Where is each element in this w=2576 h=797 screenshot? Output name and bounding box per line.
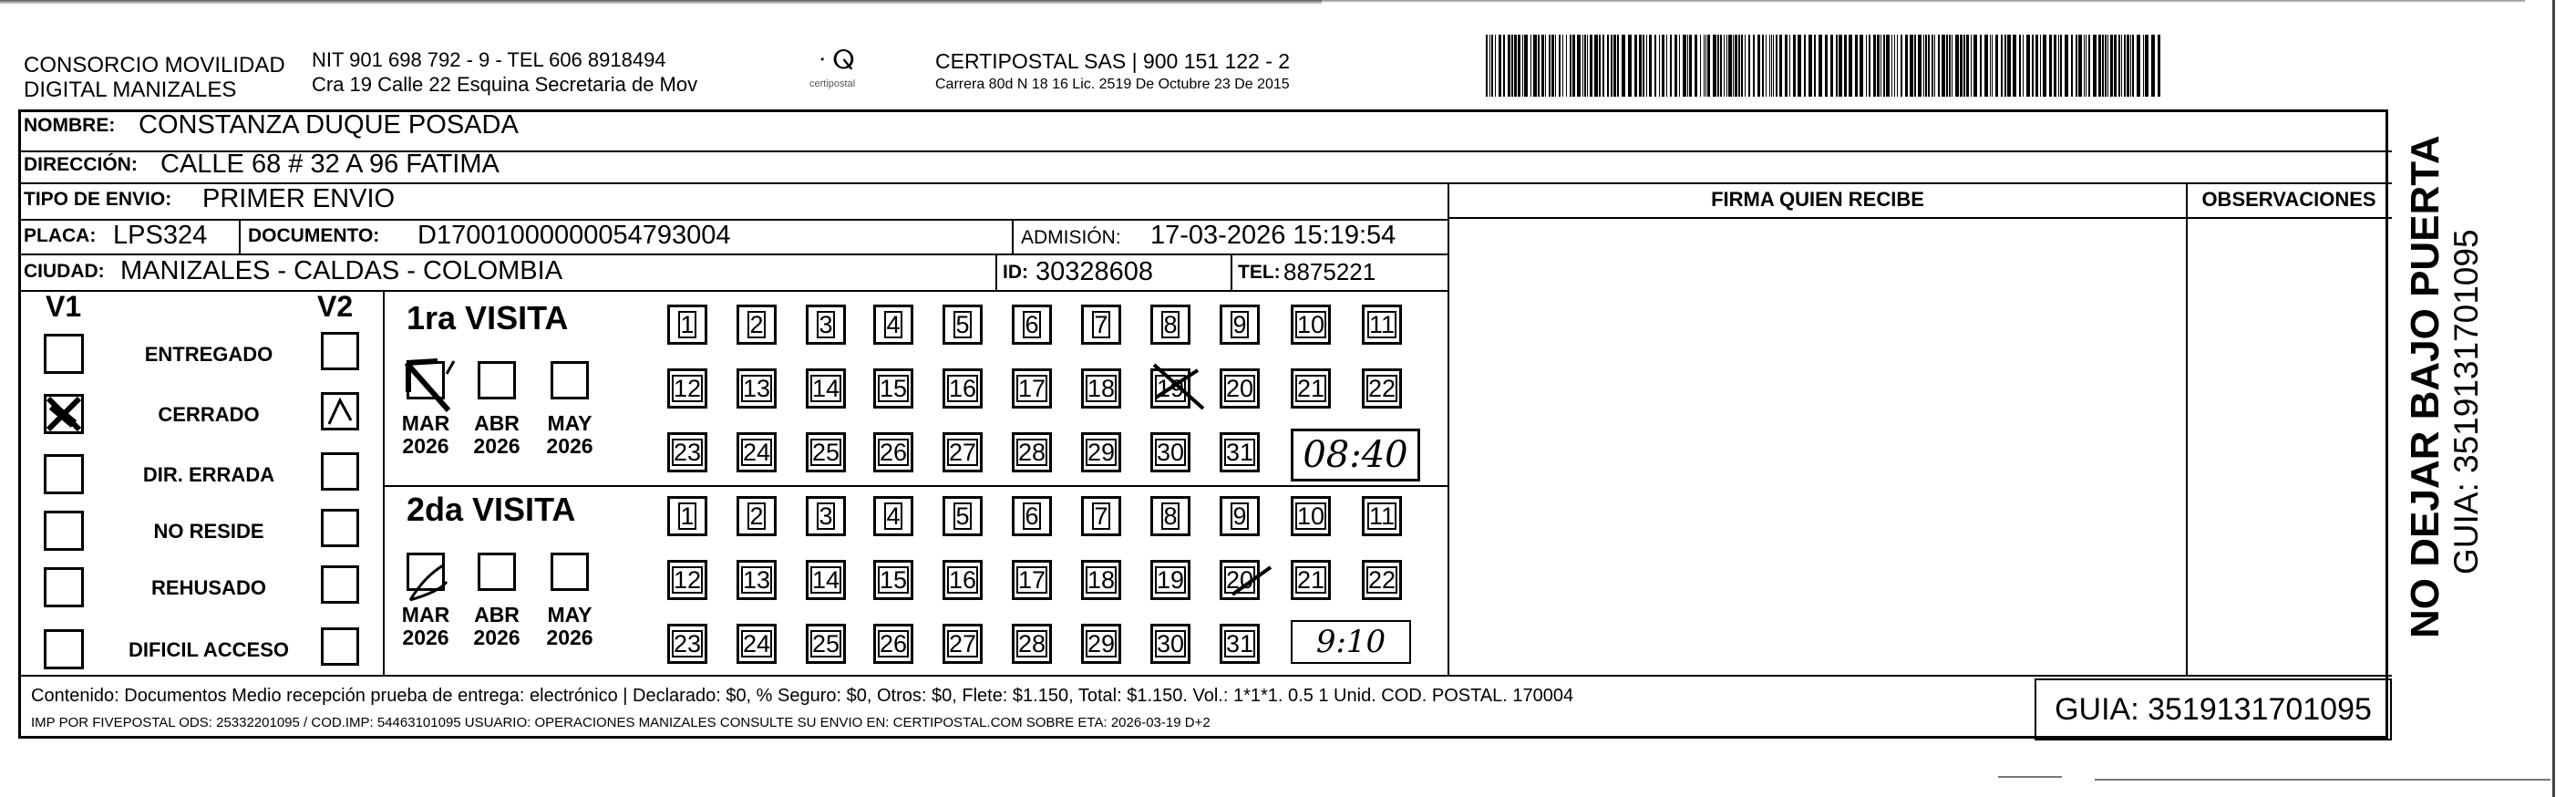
day-number: 8 (1163, 311, 1178, 338)
visit2-day-cell[interactable] (1362, 560, 1402, 600)
visit1-day-cell[interactable] (1220, 368, 1260, 409)
visit2-time: 9:10 (1315, 624, 1386, 660)
day-number: 15 (879, 566, 908, 594)
visit2-day-cell[interactable] (943, 624, 983, 664)
certipostal-line1: CERTIPOSTAL SAS | 900 151 122 - 2 (935, 49, 1291, 73)
certipostal-logo-icon: ᐧ ⵕ (819, 46, 855, 74)
day-number: 25 (811, 630, 840, 657)
visit2-day-cell[interactable] (1081, 560, 1121, 600)
nombre-value: CONSTANZA DUQUE POSADA (139, 110, 519, 140)
footer-imp: IMP POR FIVEPOSTAL ODS: 25332201095 / COD.IMP: 54463101095 USUARIO: OPERACIONES MANIZALES CONSULTE SU ENVIO EN: CERTIPOSTAL.COM SOBRE ETA: 2026-03-19 D+2 (31, 715, 1211, 730)
visit1-day-cell[interactable] (806, 432, 846, 472)
v1-checkbox[interactable] (44, 394, 84, 434)
tipo-envio-label: TIPO DE ENVIO: (24, 189, 172, 210)
v1-heading: V1 (46, 290, 82, 323)
visit2-day-cell[interactable] (1220, 624, 1260, 664)
day-number: 23 (673, 439, 702, 466)
visit-divider (383, 485, 1448, 487)
visit2-title: 2da VISITA (407, 491, 576, 528)
day-number: 7 (1094, 502, 1108, 530)
logo-text: certipostal (809, 78, 856, 89)
day-number: 6 (1025, 311, 1039, 338)
day-number: 11 (1368, 311, 1396, 338)
day-number: 11 (1368, 502, 1396, 530)
day-number: 19 (1156, 566, 1185, 594)
visit1-day-cell[interactable] (1081, 305, 1121, 345)
direccion-label: DIRECCIÓN: (24, 154, 138, 175)
day-number: 20 (1225, 375, 1254, 402)
day-number: 14 (811, 375, 840, 402)
month-year: 2026 (473, 434, 520, 458)
visit1-day-cell[interactable] (737, 432, 777, 472)
day-number: 22 (1367, 375, 1396, 402)
visit1-month-label (469, 412, 525, 458)
row-divider (1448, 217, 2392, 219)
col-divider (995, 254, 997, 290)
day-number: 28 (1017, 439, 1046, 466)
visit1-day-cell[interactable] (1362, 368, 1402, 409)
col-divider (383, 290, 385, 675)
status-label: CERRADO (158, 403, 260, 426)
ciudad-value: MANIZALES - CALDAS - COLOMBIA (120, 256, 563, 285)
footer-content: Contenido: Documentos Medio recepción prueba de entrega: electrónico | Declarado: $0, % Seguro: $0, Otros: $0, Flete: $1.150, Total: $1.150. Vol.: 1*1*1. 0.5 1 Unid. COD. POSTAL. 170004 (31, 686, 1574, 706)
visit2-day-cell[interactable] (873, 560, 913, 600)
visit1-title: 1ra VISITA (407, 299, 569, 336)
v2-heading: V2 (317, 290, 354, 323)
documento-label: DOCUMENTO: (248, 225, 380, 246)
visit2-day-cell[interactable] (806, 624, 846, 664)
day-number: 3 (819, 311, 833, 338)
scan-edge-right (2552, 0, 2558, 797)
day-number: 31 (1225, 439, 1254, 466)
tipo-envio-value: PRIMER ENVIO (202, 184, 396, 213)
visit1-day-cell[interactable] (873, 432, 913, 472)
visit2-month-checkbox[interactable] (407, 553, 445, 591)
day-number: 22 (1367, 566, 1396, 594)
visit1-day-cell[interactable] (1012, 305, 1052, 345)
id-label: ID: (1003, 262, 1028, 283)
visit1-day-cell[interactable] (737, 305, 777, 345)
visit1-day-cell[interactable] (943, 305, 983, 345)
visit1-day-cell[interactable] (873, 368, 913, 409)
visit2-day-cell[interactable] (737, 560, 777, 600)
v1-checkbox[interactable] (44, 334, 84, 374)
v2-checkbox[interactable] (321, 452, 359, 491)
visit2-day-cell[interactable] (667, 560, 707, 600)
scan-edge-top (1322, 0, 2525, 3)
visit1-day-cell[interactable] (667, 305, 707, 345)
visit1-time: 08:40 (1303, 434, 1408, 476)
company-nit (312, 47, 697, 97)
v1-checkbox[interactable] (44, 511, 84, 551)
day-number: 3 (819, 502, 833, 530)
visit1-month-label (397, 412, 454, 458)
day-number: 1 (680, 311, 695, 338)
visit2-month-checkbox[interactable] (478, 553, 516, 591)
day-number: 29 (1087, 439, 1116, 466)
visit2-day-cell[interactable] (806, 496, 846, 536)
visit2-month-checkbox[interactable] (551, 553, 589, 591)
day-number: 28 (1017, 630, 1046, 657)
day-number: 27 (948, 630, 977, 657)
certipostal-line2: Carrera 80d N 18 16 Lic. 2519 De Octubre 23 De 2015 (935, 77, 1290, 92)
ciudad-label: CIUDAD: (24, 261, 105, 282)
day-number: 19 (1156, 375, 1185, 402)
month-year: 2026 (546, 434, 593, 458)
visit1-day-cell[interactable] (1291, 368, 1331, 409)
visit2-day-cell[interactable] (667, 624, 707, 664)
company-line2: DIGITAL MANIZALES (24, 78, 237, 102)
day-number: 2 (749, 311, 764, 338)
day-number: 5 (955, 502, 970, 530)
day-number: 30 (1156, 630, 1185, 657)
month-name: MAR (401, 411, 450, 435)
status-label: NO RESIDE (153, 520, 264, 543)
visit1-day-cell[interactable] (943, 432, 983, 472)
side-guia: GUIA: 3519131701095 (2447, 229, 2485, 574)
day-number: 16 (948, 375, 977, 402)
day-number: 8 (1163, 502, 1178, 530)
visit1-month-checkbox[interactable] (407, 361, 445, 399)
placa-value: LPS324 (113, 221, 208, 250)
day-number: 7 (1094, 311, 1108, 338)
day-number: 21 (1296, 566, 1325, 594)
address-line: Cra 19 Calle 22 Esquina Secretaria de Mov (312, 73, 698, 96)
visit1-day-cell[interactable] (1012, 368, 1052, 409)
day-number: 14 (811, 566, 840, 594)
day-number: 26 (879, 439, 908, 466)
day-number: 6 (1025, 502, 1039, 530)
side-label (2403, 135, 2485, 638)
visit2-day-cell[interactable] (873, 496, 913, 536)
day-number: 16 (948, 566, 977, 594)
visit1-day-cell[interactable] (1150, 432, 1190, 472)
id-value: 30328608 (1036, 257, 1154, 286)
visit2-day-cell[interactable] (1220, 496, 1260, 536)
col-divider (1448, 182, 1449, 675)
month-year: 2026 (402, 434, 449, 458)
nombre-label: NOMBRE: (24, 115, 116, 136)
day-number: 5 (955, 311, 970, 338)
day-number: 29 (1087, 630, 1116, 657)
tel-value: 8875221 (1283, 258, 1376, 285)
visit2-day-cell[interactable] (1150, 560, 1190, 600)
visit2-day-cell[interactable] (1081, 496, 1121, 536)
day-number: 25 (811, 439, 840, 466)
day-number: 10 (1296, 311, 1325, 338)
col-divider (239, 219, 241, 254)
day-number: 13 (742, 566, 771, 594)
day-number: 26 (879, 630, 908, 657)
month-name: ABR (474, 411, 520, 435)
day-number: 4 (886, 311, 901, 338)
observaciones-heading: OBSERVACIONES (2201, 188, 2376, 211)
day-number: 9 (1232, 311, 1247, 338)
day-number: 2 (749, 502, 764, 530)
status-label: REHUSADO (151, 576, 266, 599)
visit2-day-cell[interactable] (1081, 624, 1121, 664)
company-line1: CONSORCIO MOVILIDAD (24, 53, 285, 78)
day-number: 13 (742, 375, 771, 402)
v1-checkbox[interactable] (44, 567, 84, 607)
month-year: 2026 (402, 626, 449, 649)
visit2-day-cell[interactable] (1012, 560, 1052, 600)
tel-label: TEL: (1238, 262, 1281, 283)
footer-divider (18, 675, 2392, 677)
guia-box: GUIA: 3519131701095 (2035, 678, 2392, 740)
month-name: MAR (401, 603, 450, 626)
day-number: 30 (1156, 439, 1185, 466)
v1-checkbox[interactable] (44, 629, 84, 669)
v2-checkbox[interactable] (321, 392, 359, 430)
scan-mark (2095, 779, 2550, 781)
day-number: 15 (879, 375, 908, 402)
visit2-day-cell[interactable] (943, 496, 983, 536)
documento-value: D17001000000054793004 (417, 221, 731, 250)
visit2-day-cell[interactable] (737, 624, 777, 664)
month-name: MAY (547, 411, 592, 435)
visit1-month-checkbox[interactable] (551, 361, 589, 399)
row-divider (18, 290, 1448, 292)
scan-edge-top (0, 0, 1322, 5)
visit2-day-cell[interactable] (1012, 624, 1052, 664)
month-name: ABR (474, 603, 520, 626)
day-number: 17 (1017, 375, 1046, 402)
placa-label: PLACA: (24, 225, 97, 246)
day-number: 27 (948, 439, 977, 466)
company-name (24, 53, 285, 102)
day-number: 1 (680, 502, 695, 530)
day-number: 20 (1225, 566, 1254, 594)
visit1-day-cell[interactable] (1150, 305, 1190, 345)
day-number: 12 (673, 375, 702, 402)
admision-value: 17-03-2026 15:19:54 (1150, 221, 1396, 250)
v2-checkbox[interactable] (321, 332, 359, 370)
visit1-month-checkbox[interactable] (478, 361, 516, 399)
col-divider (2186, 182, 2188, 675)
day-number: 4 (886, 502, 901, 530)
visit1-time-box (1291, 429, 1420, 481)
day-number: 23 (673, 630, 702, 657)
admision-label: ADMISIÓN: (1021, 227, 1121, 248)
visit1-day-cell[interactable] (667, 432, 707, 472)
visit1-day-cell[interactable] (943, 368, 983, 409)
day-number: 21 (1296, 375, 1325, 402)
scan-mark (1998, 776, 2062, 778)
nit-line: NIT 901 698 792 - 9 - TEL 606 8918494 (312, 48, 666, 71)
side-warning: NO DEJAR BAJO PUERTA (2403, 135, 2447, 638)
status-label: DIFICIL ACCESO (128, 638, 289, 661)
day-number: 24 (742, 630, 771, 657)
day-number: 9 (1232, 502, 1247, 530)
visit2-day-cell[interactable] (1220, 560, 1260, 600)
visit2-day-cell[interactable] (737, 496, 777, 536)
day-number: 10 (1296, 502, 1325, 530)
col-divider (1012, 219, 1014, 254)
visit1-day-cell[interactable] (667, 368, 707, 409)
col-divider (1231, 254, 1232, 290)
visit1-day-cell[interactable] (1150, 368, 1190, 409)
visit2-day-cell[interactable] (943, 560, 983, 600)
barcode-icon (1486, 35, 2169, 97)
v2-checkbox[interactable] (321, 627, 359, 666)
visit2-day-cell[interactable] (873, 624, 913, 664)
visit2-month-label (469, 604, 525, 649)
visit2-day-cell[interactable] (1362, 496, 1402, 536)
visit2-month-label (397, 604, 454, 649)
visit2-time-box (1291, 620, 1411, 664)
day-number: 17 (1017, 566, 1046, 594)
visit1-day-cell[interactable] (873, 305, 913, 345)
month-year: 2026 (546, 626, 593, 649)
visit2-month-label (541, 604, 598, 649)
firma-heading: FIRMA QUIEN RECIBE (1711, 188, 1924, 211)
visit1-day-cell[interactable] (1081, 368, 1121, 409)
visit2-day-cell[interactable] (1150, 624, 1190, 664)
visit1-day-cell[interactable] (1291, 305, 1331, 345)
visit1-day-cell[interactable] (1362, 305, 1402, 345)
visit1-day-cell[interactable] (806, 368, 846, 409)
visit1-month-label (541, 412, 598, 458)
visit1-day-cell[interactable] (737, 368, 777, 409)
day-number: 12 (673, 566, 702, 594)
status-label: DIR. ERRADA (142, 463, 275, 486)
visit1-day-cell[interactable] (1081, 432, 1121, 472)
visit1-day-cell[interactable] (1012, 432, 1052, 472)
row-divider (18, 254, 1448, 255)
visit1-day-cell[interactable] (1220, 305, 1260, 345)
status-label: ENTREGADO (144, 343, 273, 366)
v2-checkbox[interactable] (321, 565, 359, 604)
day-number: 18 (1087, 375, 1116, 402)
v2-checkbox[interactable] (321, 509, 359, 547)
month-year: 2026 (473, 626, 520, 649)
visit2-day-cell[interactable] (1150, 496, 1190, 536)
visit2-day-cell[interactable] (1291, 496, 1331, 536)
day-number: 18 (1087, 566, 1116, 594)
v1-checkbox[interactable] (44, 454, 84, 494)
day-number: 31 (1225, 630, 1254, 657)
month-name: MAY (547, 603, 592, 626)
direccion-value: CALLE 68 # 32 A 96 FATIMA (160, 150, 500, 179)
visit2-day-cell[interactable] (1291, 560, 1331, 600)
visit2-day-cell[interactable] (667, 496, 707, 536)
visit2-day-cell[interactable] (806, 560, 846, 600)
visit1-day-cell[interactable] (1220, 432, 1260, 472)
day-number: 24 (742, 439, 771, 466)
visit1-day-cell[interactable] (806, 305, 846, 345)
visit2-day-cell[interactable] (1012, 496, 1052, 536)
